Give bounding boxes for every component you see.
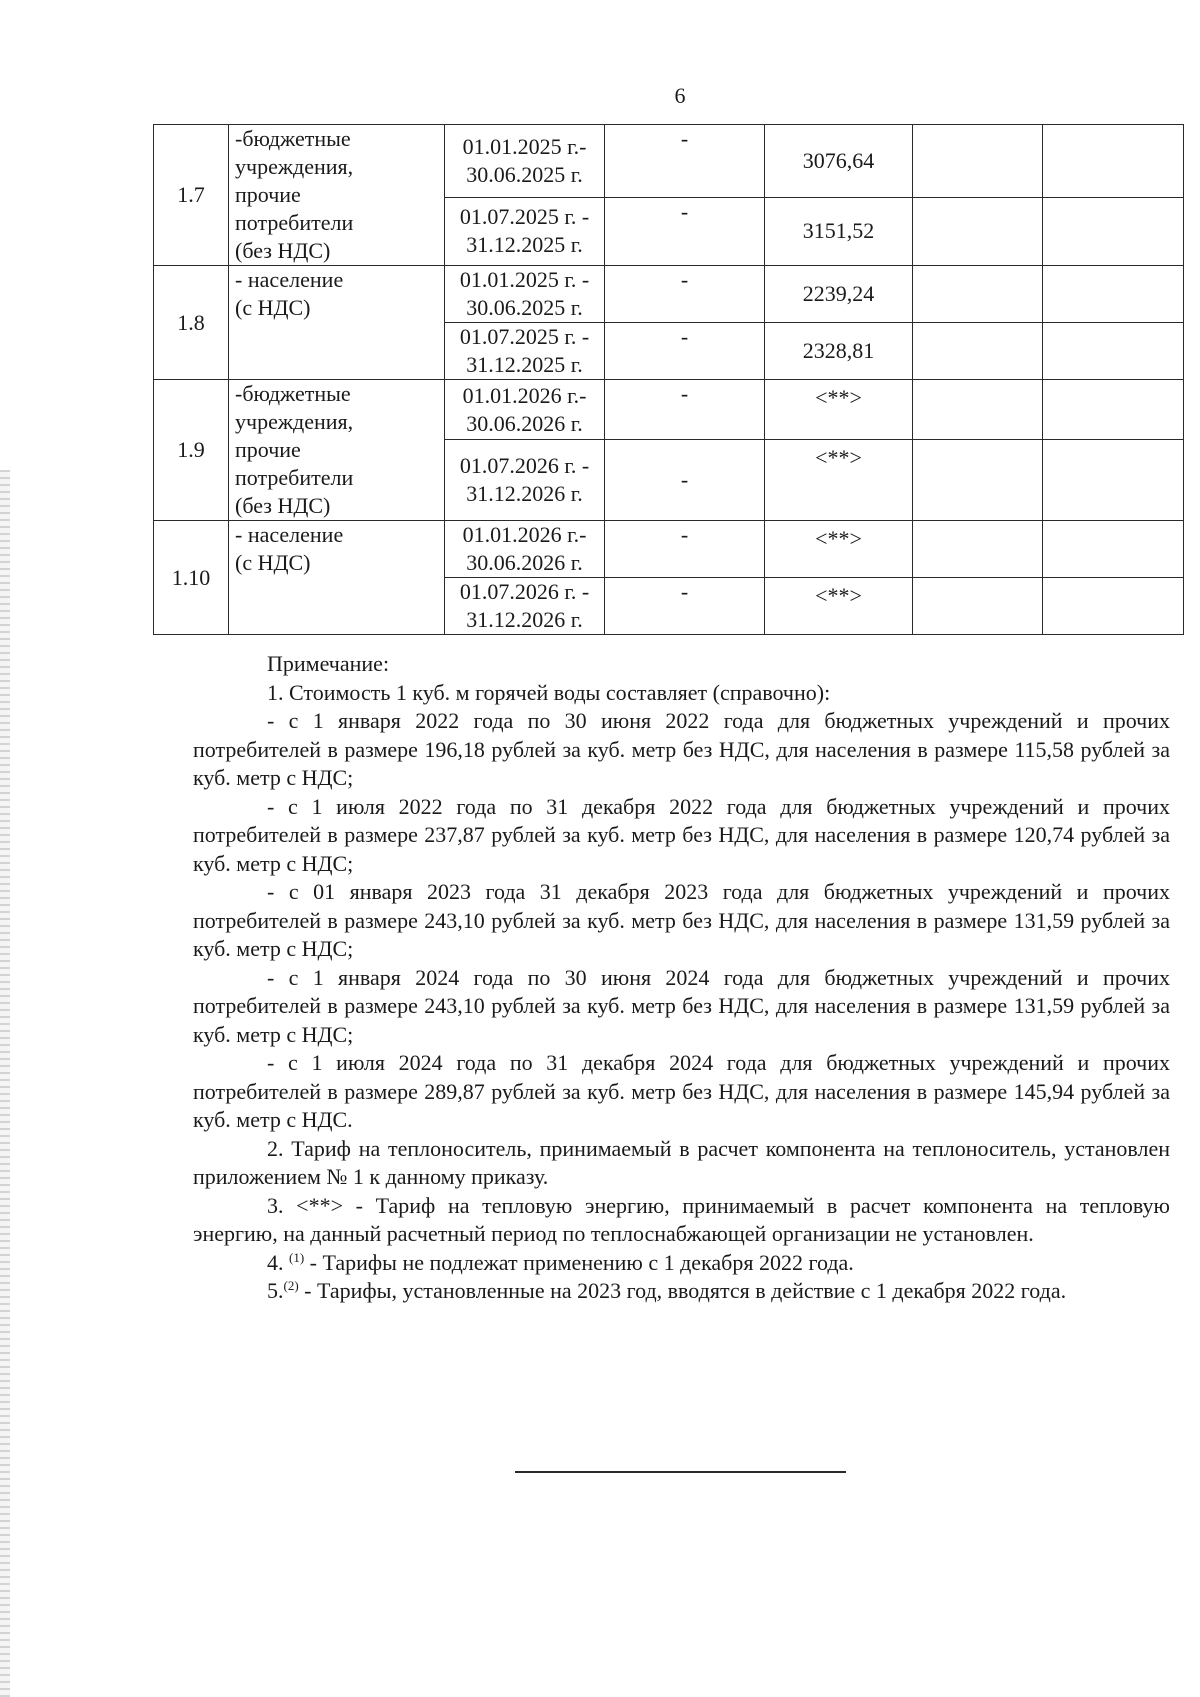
note-item-1-bullet: - с 1 января 2024 года по 30 июня 2024 года для бюджетных учреждений и прочих потребителей в размере 243,10 рублей за куб. метр без НДС, для населения в размере 131,59 рублей за куб. метр с НДС; — [193, 964, 1170, 1047]
empty-cell — [1043, 380, 1184, 440]
period-cell — [445, 323, 605, 380]
footnote-marker-1: (1) — [289, 1249, 305, 1265]
table-row — [154, 521, 1184, 578]
consumer-line: потребители — [235, 210, 354, 235]
period-line: 31.12.2026 г. — [466, 607, 583, 632]
tariff-value-cell: 3076,64 — [765, 125, 913, 198]
empty-cell — [1043, 521, 1184, 578]
consumer-cell — [229, 380, 445, 521]
period-line: 30.06.2026 г. — [466, 550, 583, 575]
tariff-value-cell: <**> — [765, 521, 913, 578]
tariff-empty-cell: - — [605, 197, 765, 265]
tariff-empty-cell: - — [605, 521, 765, 578]
table-row — [154, 266, 1184, 323]
consumer-line: -бюджетные — [235, 381, 351, 406]
note-item-2: 2. Тариф на теплоноситель, принимаемый в расчет компонента на теплоноситель, установлен приложением № 1 к данному приказу. — [193, 1135, 1170, 1189]
note-item-4 — [193, 1249, 1170, 1278]
empty-cell — [913, 266, 1043, 323]
notes-section — [193, 650, 1170, 1306]
empty-cell — [913, 197, 1043, 265]
empty-cell — [913, 323, 1043, 380]
tariff-empty-cell: - — [605, 323, 765, 380]
scan-edge-artifact — [0, 470, 10, 1697]
tariff-empty-cell: - — [605, 380, 765, 440]
consumer-line: учреждения, — [235, 154, 354, 179]
tariff-table — [153, 124, 1184, 635]
period-cell — [445, 380, 605, 440]
tariff-empty-cell: - — [605, 266, 765, 323]
note-item-5-text: - Тарифы, установленные на 2023 год, вводятся в действие с 1 декабря 2022 года. — [298, 1278, 1067, 1303]
empty-cell — [1043, 197, 1184, 265]
note-item-1-bullet: - с 1 января 2022 года по 30 июня 2022 года для бюджетных учреждений и прочих потребителей в размере 196,18 рублей за куб. метр без НДС, для населения в размере 115,58 рублей за куб. метр с НДС; — [193, 708, 1170, 790]
empty-cell — [913, 125, 1043, 198]
consumer-cell — [229, 266, 445, 380]
note-item-1-bullet: - с 1 июля 2022 года по 31 декабря 2022 года для бюджетных учреждений и прочих потребителей в размере 237,87 рублей за куб. метр без НДС, для населения в размере 120,74 рублей за куб. метр с НДС; — [193, 793, 1170, 876]
consumer-line: (с НДС) — [235, 550, 311, 575]
tariff-empty-cell: - — [605, 440, 765, 521]
period-line: 31.12.2026 г. — [466, 481, 583, 507]
note-item-1-bullet: - с 1 июля 2024 года по 31 декабря 2024 года для бюджетных учреждений и прочих потребителей в размере 289,87 рублей за куб. метр без НДС, для населения в размере 145,94 рублей за куб. метр с НДС. — [193, 1050, 1170, 1132]
period-cell — [445, 125, 605, 198]
footnote-marker-2: (2) — [283, 1278, 299, 1293]
empty-cell — [913, 521, 1043, 578]
notes-heading: Примечание: — [267, 651, 390, 676]
period-cell — [445, 266, 605, 323]
row-number-cell: 1.8 — [154, 266, 229, 380]
empty-cell — [1043, 323, 1184, 380]
period-cell — [445, 578, 605, 635]
note-item-4-text: - Тарифы не подлежат применению с 1 декабря 2022 года. — [304, 1249, 854, 1275]
period-line: 30.06.2025 г. — [466, 295, 583, 320]
consumer-line: прочие — [235, 182, 301, 207]
end-separator-line — [515, 1471, 846, 1473]
consumer-line: (без НДС) — [235, 238, 331, 263]
empty-cell — [913, 578, 1043, 635]
consumer-cell — [229, 125, 445, 266]
empty-cell — [1043, 125, 1184, 198]
period-line: 01.01.2025 г. - — [459, 267, 590, 292]
period-line: 31.12.2025 г. — [466, 232, 583, 258]
tariff-value-cell: <**> — [765, 380, 913, 440]
empty-cell — [1043, 578, 1184, 635]
period-cell — [445, 440, 605, 521]
table-row — [154, 125, 1184, 198]
tariff-value-cell: 2239,24 — [765, 266, 913, 323]
period-line: 30.06.2026 г. — [466, 410, 583, 436]
row-number-cell: 1.7 — [154, 125, 229, 266]
period-line: 31.12.2025 г. — [466, 352, 583, 377]
tariff-empty-cell: - — [605, 578, 765, 635]
period-cell — [445, 521, 605, 578]
tariff-value-cell: <**> — [765, 578, 913, 635]
consumer-line: (без НДС) — [235, 493, 331, 518]
consumer-line: -бюджетные — [235, 126, 351, 151]
period-line: 01.01.2025 г.- — [462, 133, 587, 159]
consumer-line: (с НДС) — [235, 295, 311, 320]
note-item-5 — [193, 1277, 1170, 1306]
period-line: 01.07.2026 г. - — [459, 453, 590, 479]
note-item-3: 3. <**> - Тариф на тепловую энергию, принимаемый в расчет компонента на тепловую энергию, на данный расчетный период по теплоснабжающей организации не установлен. — [193, 1192, 1170, 1246]
note-item-1-intro: 1. Стоимость 1 куб. м горячей воды составляет (справочно): — [267, 679, 831, 705]
tariff-empty-cell: - — [605, 125, 765, 198]
period-line: 01.01.2026 г.- — [462, 522, 587, 547]
tariff-value-cell: 3151,52 — [765, 197, 913, 265]
row-number-cell: 1.9 — [154, 380, 229, 521]
period-cell — [445, 197, 605, 265]
note-item-4-number: 4. — [267, 1249, 289, 1275]
table-row — [154, 380, 1184, 440]
empty-cell — [1043, 266, 1184, 323]
consumer-line: учреждения, — [235, 409, 354, 434]
consumer-cell — [229, 521, 445, 635]
empty-cell — [913, 380, 1043, 440]
note-item-5-number: 5. — [267, 1278, 284, 1303]
tariff-value-cell: <**> — [765, 440, 913, 521]
tariff-value-cell: 2328,81 — [765, 323, 913, 380]
row-number-cell: 1.10 — [154, 521, 229, 635]
consumer-line: - население — [235, 267, 344, 292]
consumer-line: - население — [235, 522, 344, 547]
period-line: 01.07.2025 г. - — [459, 204, 590, 230]
period-line: 30.06.2025 г. — [466, 161, 583, 187]
period-line: 01.07.2025 г. - — [459, 324, 590, 349]
note-item-1-bullet: - с 01 января 2023 года 31 декабря 2023 года для бюджетных учреждений и прочих потребителей в размере 243,10 рублей за куб. метр без НДС, для населения в размере 131,59 рублей за куб. метр с НДС; — [193, 879, 1170, 961]
consumer-line: прочие — [235, 437, 301, 462]
empty-cell — [913, 440, 1043, 521]
period-line: 01.01.2026 г.- — [462, 382, 587, 408]
period-line: 01.07.2026 г. - — [459, 579, 590, 604]
consumer-line: потребители — [235, 465, 354, 490]
empty-cell — [1043, 440, 1184, 521]
page-number: 6 — [674, 83, 686, 108]
